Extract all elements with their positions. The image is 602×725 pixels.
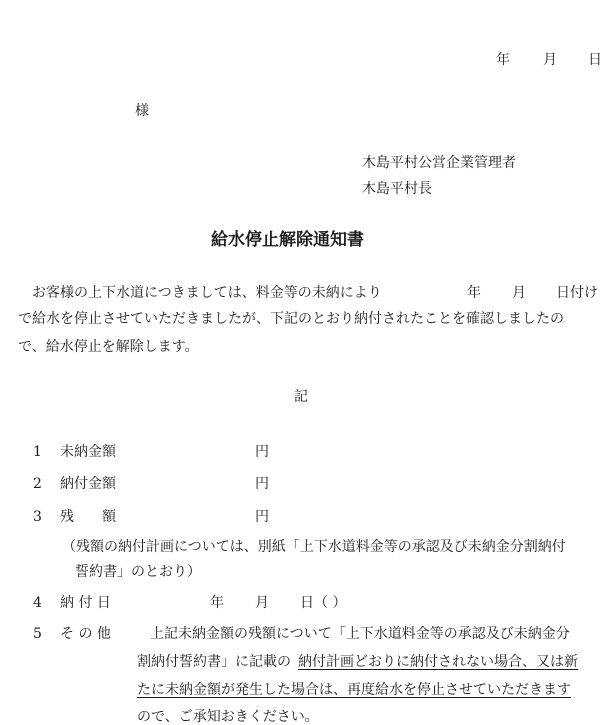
item-5-line-3: たに未納金額が発生した場合は、再度給水を停止させていただきます — [137, 682, 571, 698]
item-3-unit: 円 — [255, 509, 269, 525]
item-5-line-4: ので、ご承知おきください。 — [137, 709, 319, 725]
item-3-number: 3 — [33, 509, 42, 525]
body-month: 月 — [512, 285, 526, 301]
item-4-month: 月 — [255, 595, 269, 611]
item-3-label: 残 額 — [60, 509, 116, 525]
sender-line-2: 木島平村長 — [362, 181, 432, 197]
recipient-honorific: 様 — [135, 103, 149, 119]
body-line-3: で、給水停止を解除します。 — [18, 339, 199, 355]
body-year: 年 — [467, 285, 481, 301]
date-day-label: 日 — [588, 52, 602, 68]
item-4-label: 納 付 日 — [60, 595, 111, 611]
document-title: 給水停止解除通知書 — [211, 230, 364, 250]
item-5-label: そ の 他 — [60, 626, 111, 642]
sender-line-1: 木島平村公営企業管理者 — [362, 155, 516, 171]
item-5-line-2b: 納付計画どおりに納付されない場合、又は新 — [298, 654, 578, 670]
item-4-year: 年 — [210, 595, 224, 611]
item-4-day: 日（ ） — [300, 595, 347, 611]
item-5-line-2a: 割納付誓約書」に記載の — [137, 654, 291, 670]
item-5-number: 5 — [33, 626, 42, 642]
item-1-label: 未納金額 — [60, 444, 116, 460]
date-year-label: 年 — [496, 52, 510, 68]
item-1-unit: 円 — [255, 444, 269, 460]
ki-heading: 記 — [294, 389, 308, 405]
item-4-number: 4 — [33, 595, 42, 611]
item-1-number: 1 — [33, 444, 42, 460]
item-5-line-1: 上記未納金額の残額について「上下水道料金等の承認及び未納金分 — [150, 626, 570, 642]
item-2-number: 2 — [33, 476, 42, 492]
item-2-unit: 円 — [255, 476, 269, 492]
body-line-2: で給水を停止させていただきましたが、下記のとおり納付されたことを確認しましたの — [18, 311, 564, 327]
body-line-1: お客様の上下水道につきましては、料金等の未納により — [32, 285, 382, 301]
date-month-label: 月 — [543, 52, 557, 68]
item-3-note-line-1: （残額の納付計画については、別紙「上下水道料金等の承認及び未納金分割納付 — [62, 539, 566, 555]
item-2-label: 納付金額 — [60, 476, 116, 492]
item-3-note-line-2: 誓約書」のとおり） — [75, 564, 201, 580]
body-day: 日付け — [556, 285, 598, 301]
